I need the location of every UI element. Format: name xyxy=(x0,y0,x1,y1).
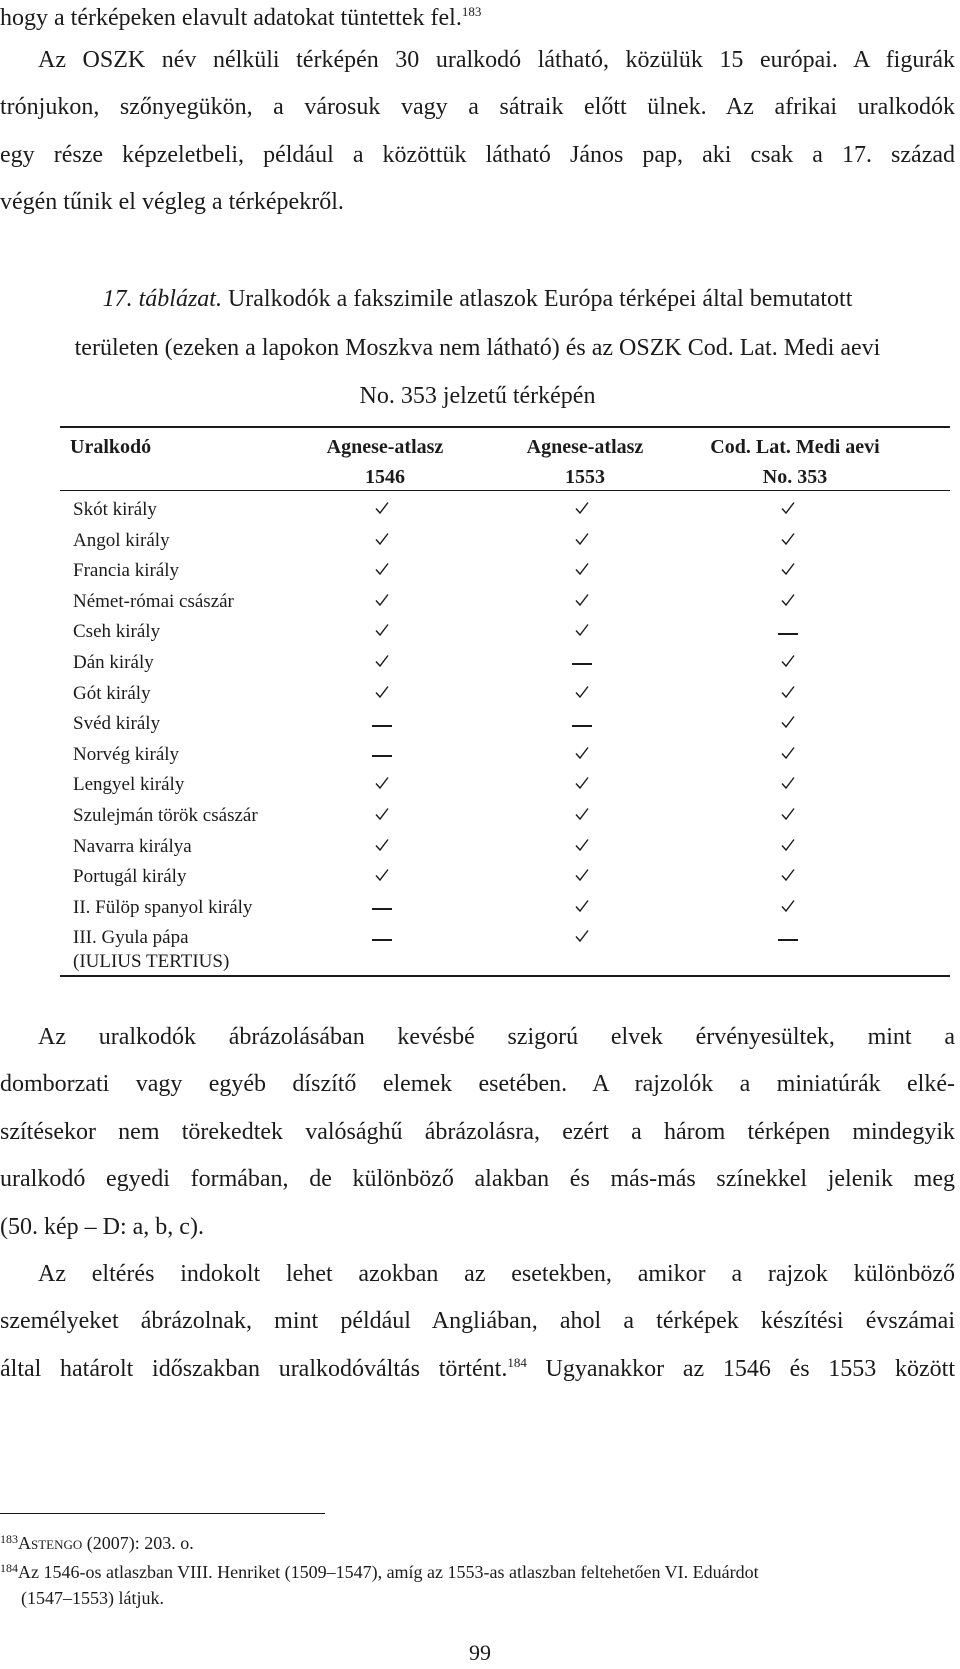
ruler-name: Szulejmán török császár xyxy=(73,805,258,826)
ruler-name-latin: (IULIUS TERTIUS) xyxy=(73,951,230,973)
header-cod-lat xyxy=(690,432,900,492)
table-row-label xyxy=(73,498,157,522)
table-row-label xyxy=(73,743,179,767)
check-mark-icon xyxy=(768,774,808,796)
table-caption-line-3: No. 353 jelzetű térképén xyxy=(359,383,596,409)
body-p2-line-1: Az eltérés indokolt lehet azokban az esetekben, amikor a rajzok különböző xyxy=(38,1261,955,1287)
header-agnese-1553-title: Agnese-atlasz xyxy=(526,436,644,458)
dash-mark-icon xyxy=(562,713,602,735)
ruler-name: Svéd király xyxy=(73,713,161,735)
intro-line-2: Az OSZK név nélküli térképén 30 uralkodó látható, közülük 15 európai. A figurák xyxy=(38,47,955,73)
body-p2-line-3 xyxy=(0,1354,955,1384)
footnote-183-author: Astengo xyxy=(18,1533,83,1553)
ruler-name: Skót király xyxy=(73,499,157,520)
intro-line-4: egy része képzeletbeli, például a közöttük látható János pap, aki csak a 17. század xyxy=(0,142,955,168)
header-agnese-1546 xyxy=(300,432,470,492)
header-agnese-1553-year: 1553 xyxy=(565,466,605,488)
check-mark-icon xyxy=(362,560,402,582)
check-mark-icon xyxy=(362,499,402,521)
table-caption-label: 17. táblázat. xyxy=(102,286,222,312)
ruler-name: Lengyel király xyxy=(73,774,185,796)
table-caption-line-2: területen (ezeken a lapokon Moszkva nem látható) és az OSZK Cod. Lat. Medi aevi xyxy=(74,335,881,361)
header-ruler: Uralkodó xyxy=(70,436,152,458)
check-mark-icon xyxy=(562,897,602,919)
table-bottom-rule xyxy=(60,975,950,977)
table-row-label xyxy=(73,926,229,974)
dash-mark-icon xyxy=(362,927,402,949)
ruler-name: Portugál király xyxy=(73,866,187,888)
table-row-label xyxy=(73,559,179,583)
check-mark-icon xyxy=(768,866,808,888)
check-mark-icon xyxy=(362,621,402,643)
ruler-name: Dán király xyxy=(73,652,154,673)
check-mark-icon xyxy=(768,744,808,766)
intro-line-1 xyxy=(0,3,955,33)
check-mark-icon xyxy=(768,499,808,521)
footnote-183-text: (2007): 203. o. xyxy=(82,1533,194,1553)
body-p2-text-a: által határolt időszakban uralkodóváltás történt. xyxy=(0,1356,508,1382)
table-row-label xyxy=(73,712,160,736)
table-row-label xyxy=(73,835,192,859)
check-mark-icon xyxy=(768,652,808,674)
check-mark-icon xyxy=(562,744,602,766)
header-agnese-1546-year: 1546 xyxy=(365,466,405,488)
header-cod-lat-number: No. 353 xyxy=(762,466,828,488)
footnote-ref-184[interactable]: 184 xyxy=(507,1355,527,1370)
check-mark-icon xyxy=(768,560,808,582)
footnote-184-text-1: Az 1546-os atlaszban VIII. Henriket (1509–1547), amíg az 1553-as atlaszban feltehetően VI. Eduárdot xyxy=(18,1562,759,1582)
ruler-name: Gót király xyxy=(73,682,151,704)
header-agnese-1553 xyxy=(500,432,670,492)
check-mark-icon xyxy=(362,530,402,552)
table-row-label xyxy=(73,651,154,675)
footnote-separator xyxy=(0,1513,325,1514)
check-mark-icon xyxy=(768,836,808,858)
body-p2-text-b: Ugyanakkor az 1546 és 1553 között xyxy=(526,1356,955,1382)
check-mark-icon xyxy=(562,805,602,827)
body-p1-line-1: Az uralkodók ábrázolásában kevésbé szigorú elvek érvényesültek, mint a xyxy=(38,1024,955,1050)
check-mark-icon xyxy=(768,713,808,735)
body-p1-line-3: szítésekor nem törekedtek valósághű ábrázolásra, ezért a három térképen mindegyik xyxy=(0,1119,955,1145)
table-row-label xyxy=(73,804,258,828)
table-caption-line-1 xyxy=(0,284,955,314)
table-row-label xyxy=(73,682,151,706)
page-number: 99 xyxy=(469,1640,491,1665)
check-mark-icon xyxy=(562,866,602,888)
table-caption-text: Uralkodók a fakszimile atlaszok Európa térképei által bemutatott xyxy=(221,286,853,312)
footnote-ref-183[interactable]: 183 xyxy=(461,4,482,19)
body-p1-line-4: uralkodó egyedi formában, de különböző alakban és más-más színekkel jelenik meg xyxy=(0,1166,955,1192)
check-mark-icon xyxy=(768,683,808,705)
body-p1-line-2: domborzati vagy egyéb díszítő elemek esetében. A rajzolók a miniatúrák elké- xyxy=(0,1071,955,1097)
check-mark-icon xyxy=(768,530,808,552)
ruler-name: Angol király xyxy=(73,529,170,551)
table-row-label xyxy=(73,773,184,797)
ruler-name: Német-római császár xyxy=(73,590,234,612)
body-p1-line-5: (50. kép – D: a, b, c). xyxy=(0,1214,204,1240)
check-mark-icon xyxy=(362,866,402,888)
check-mark-icon xyxy=(362,836,402,858)
check-mark-icon xyxy=(362,805,402,827)
dash-mark-icon xyxy=(362,897,402,919)
table-top-rule xyxy=(60,426,950,428)
check-mark-icon xyxy=(362,591,402,613)
dash-mark-icon xyxy=(768,927,808,949)
header-cod-lat-title: Cod. Lat. Medi aevi xyxy=(710,436,880,458)
ruler-name: III. Gyula pápa xyxy=(73,927,189,949)
intro-line-5: végén tűnik el végleg a térképekről. xyxy=(0,189,344,215)
table-row-label xyxy=(73,865,186,889)
check-mark-icon xyxy=(562,927,602,949)
table-row-label xyxy=(73,529,170,553)
check-mark-icon xyxy=(562,774,602,796)
footnote-183 xyxy=(0,1531,194,1555)
footnote-184-cont: (1547–1553) látjuk. xyxy=(21,1588,164,1608)
table-row-label xyxy=(73,620,160,644)
check-mark-icon xyxy=(562,530,602,552)
dash-mark-icon xyxy=(362,744,402,766)
body-p2-line-2: személyeket ábrázolnak, mint például Angliában, ahol a térképek készítési évszámai xyxy=(0,1308,955,1334)
dash-mark-icon xyxy=(362,713,402,735)
ruler-name: Norvég király xyxy=(73,743,180,765)
check-mark-icon xyxy=(768,591,808,613)
dash-mark-icon xyxy=(562,652,602,674)
footnote-183-number: 183 xyxy=(0,1532,18,1546)
ruler-name: Cseh király xyxy=(73,621,161,643)
footnote-184-number: 184 xyxy=(0,1561,18,1575)
check-mark-icon xyxy=(562,836,602,858)
check-mark-icon xyxy=(362,683,402,705)
header-agnese-1546-title: Agnese-atlasz xyxy=(326,436,444,458)
table-row-label xyxy=(73,896,252,920)
intro-text: hogy a térképeken elavult adatokat tüntettek fel. xyxy=(0,5,462,31)
check-mark-icon xyxy=(362,774,402,796)
check-mark-icon xyxy=(562,621,602,643)
ruler-name: II. Fülöp spanyol király xyxy=(73,896,253,918)
check-mark-icon xyxy=(562,560,602,582)
check-mark-icon xyxy=(562,591,602,613)
ruler-name: Navarra királya xyxy=(73,835,192,857)
intro-line-3: trónjukon, szőnyegükön, a városuk vagy a sátraik előtt ülnek. Az afrikai uralkodók xyxy=(0,94,955,120)
check-mark-icon xyxy=(768,805,808,827)
dash-mark-icon xyxy=(768,621,808,643)
check-mark-icon xyxy=(768,897,808,919)
table-row-label xyxy=(73,590,234,614)
ruler-name: Francia király xyxy=(73,560,180,582)
footnote-184 xyxy=(0,1560,759,1584)
check-mark-icon xyxy=(362,652,402,674)
table-header-rule xyxy=(60,490,950,491)
check-mark-icon xyxy=(562,499,602,521)
check-mark-icon xyxy=(562,683,602,705)
